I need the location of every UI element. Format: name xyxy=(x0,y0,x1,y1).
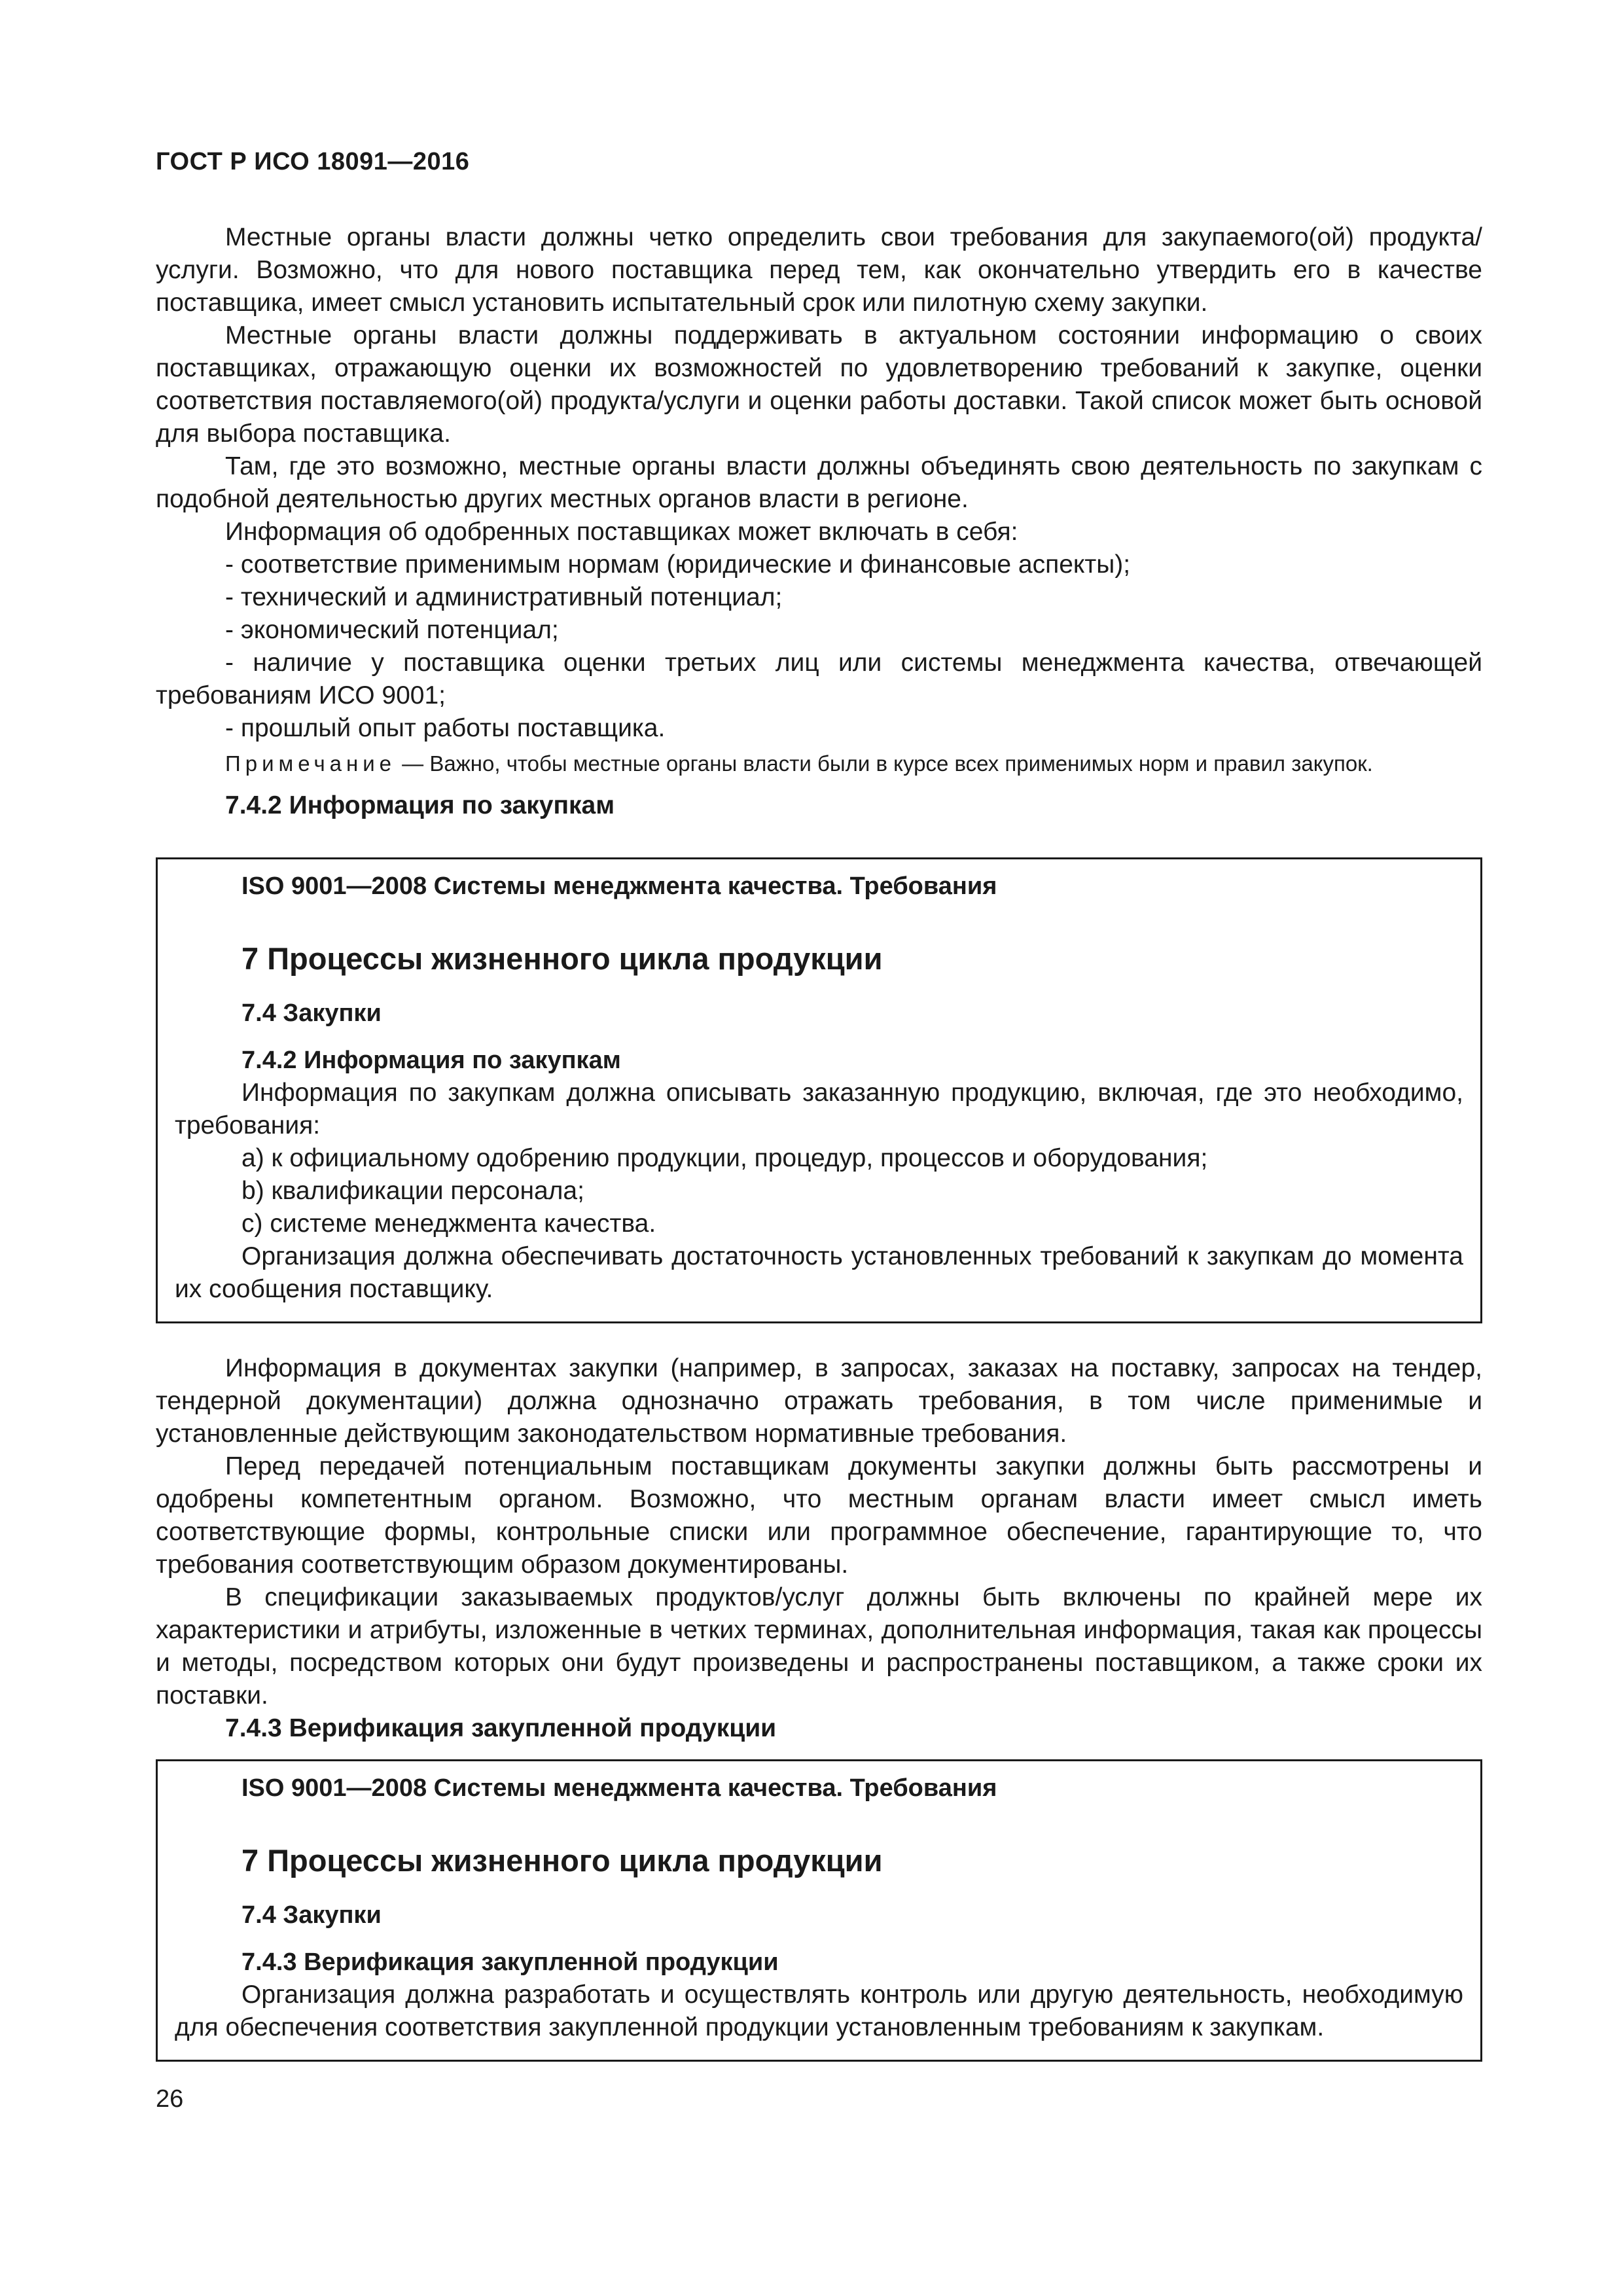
box-list-item: c) системе менеджмента качества. xyxy=(241,1210,656,1238)
box-heading-1: 7 Процессы жизненного цикла продукции xyxy=(241,1843,883,1878)
paragraph: Информация в документах закупки (например, в запросах, заказах на поставку, запросах на тендер, тендерной документации) должна однозначно отражать требования, в том числе применимые и установленные действующим законодательством нормативные требования. xyxy=(156,1354,1482,1448)
note xyxy=(156,749,1482,779)
note-label: Примечание xyxy=(225,751,397,776)
standard-title: ISO 9001—2008 Системы менеджмента качества. Требования xyxy=(241,872,997,900)
subheading-742: 7.4.2 Информация по закупкам xyxy=(225,791,615,819)
iso-quote-box-742 xyxy=(156,857,1482,1323)
box-heading-3: 7.4.2 Информация по закупкам xyxy=(241,1047,621,1074)
standard-title: ISO 9001—2008 Системы менеджмента качества. Требования xyxy=(241,1774,997,1802)
list-item: - экономический потенциал; xyxy=(225,616,559,644)
paragraph: Местные органы власти должны четко определить свои требования для закупаемого(ой) продукта/услуги. Возможно, что для нового поставщика перед тем, как окончательно утвердить его в качестве поставщика, имеет смысл установить испытательный срок или пилотную схему закупки. xyxy=(156,223,1482,317)
section-2 xyxy=(156,1352,1482,1745)
box-list-item: b) квалификации персонала; xyxy=(241,1177,584,1205)
box-paragraph: Организация должна обеспечивать достаточность установленных требований к закупкам до момента их сообщения поставщику. xyxy=(175,1242,1463,1303)
page-number: 26 xyxy=(156,2085,184,2113)
box-heading-1: 7 Процессы жизненного цикла продукции xyxy=(241,941,883,976)
subheading-743: 7.4.3 Верификация закупленной продукции xyxy=(225,1714,777,1742)
paragraph: Там, где это возможно, местные органы власти должны объединять свою деятельность по закупкам с подобной деятельностью других местных органов власти в регионе. xyxy=(156,452,1482,513)
box-paragraph: Информация по закупкам должна описывать заказанную продукцию, включая, где это необходимо, требования: xyxy=(175,1079,1463,1139)
document-header: ГОСТ Р ИСО 18091—2016 xyxy=(156,148,470,175)
list-item: - соответствие применимым нормам (юридические и финансовые аспекты); xyxy=(225,550,1131,579)
box-paragraph: Организация должна разработать и осуществлять контроль или другую деятельность, необходимую для обеспечения соответствия закупленной продукции установленным требованиям к закупкам. xyxy=(175,1981,1463,2041)
paragraph: В спецификации заказываемых продуктов/услуг должны быть включены по крайней мере их характеристики и атрибуты, изложенные в четких терминах, дополнительная информация, такая как процессы и методы, посредством которых они будут произведены и распространены поставщиком, а также сроки их поставки. xyxy=(156,1583,1482,1710)
note-text: — Важно, чтобы местные органы власти были в курсе всех применимых норм и правил закупок. xyxy=(396,751,1373,776)
iso-quote-box-743 xyxy=(156,1759,1482,2062)
paragraph: Местные органы власти должны поддерживать в актуальном состоянии информацию о своих поставщиках, отражающую оценки их возможностей по удовлетворению требований к закупке, оценки соответствия поставляемого(ой) продукта/услуги и оценки работы доставки. Такой список может быть основой для выбора поставщика. xyxy=(156,321,1482,448)
paragraph: Информация об одобренных поставщиках может включать в себя: xyxy=(225,518,1018,546)
box-heading-3: 7.4.3 Верификация закупленной продукции xyxy=(241,1948,779,1976)
list-item: - технический и административный потенциал; xyxy=(225,583,783,611)
section-1 xyxy=(156,221,1482,822)
box-heading-2: 7.4 Закупки xyxy=(241,1901,382,1929)
list-item: - прошлый опыт работы поставщика. xyxy=(225,714,666,742)
box-list-item: a) к официальному одобрению продукции, процедур, процессов и оборудования; xyxy=(241,1144,1208,1172)
list-item: - наличие у поставщика оценки третьих лиц или системы менеджмента качества, отвечающей требованиям ИСО 9001; xyxy=(156,649,1482,709)
box-heading-2: 7.4 Закупки xyxy=(241,999,382,1027)
paragraph: Перед передачей потенциальным поставщикам документы закупки должны быть рассмотрены и одобрены компетентным органом. Возможно, что местным органам власти имеет смысл иметь соответствующие формы, контрольные списки или программное обеспечение, гарантирующие то, что требования соответствующим образом документированы. xyxy=(156,1452,1482,1579)
